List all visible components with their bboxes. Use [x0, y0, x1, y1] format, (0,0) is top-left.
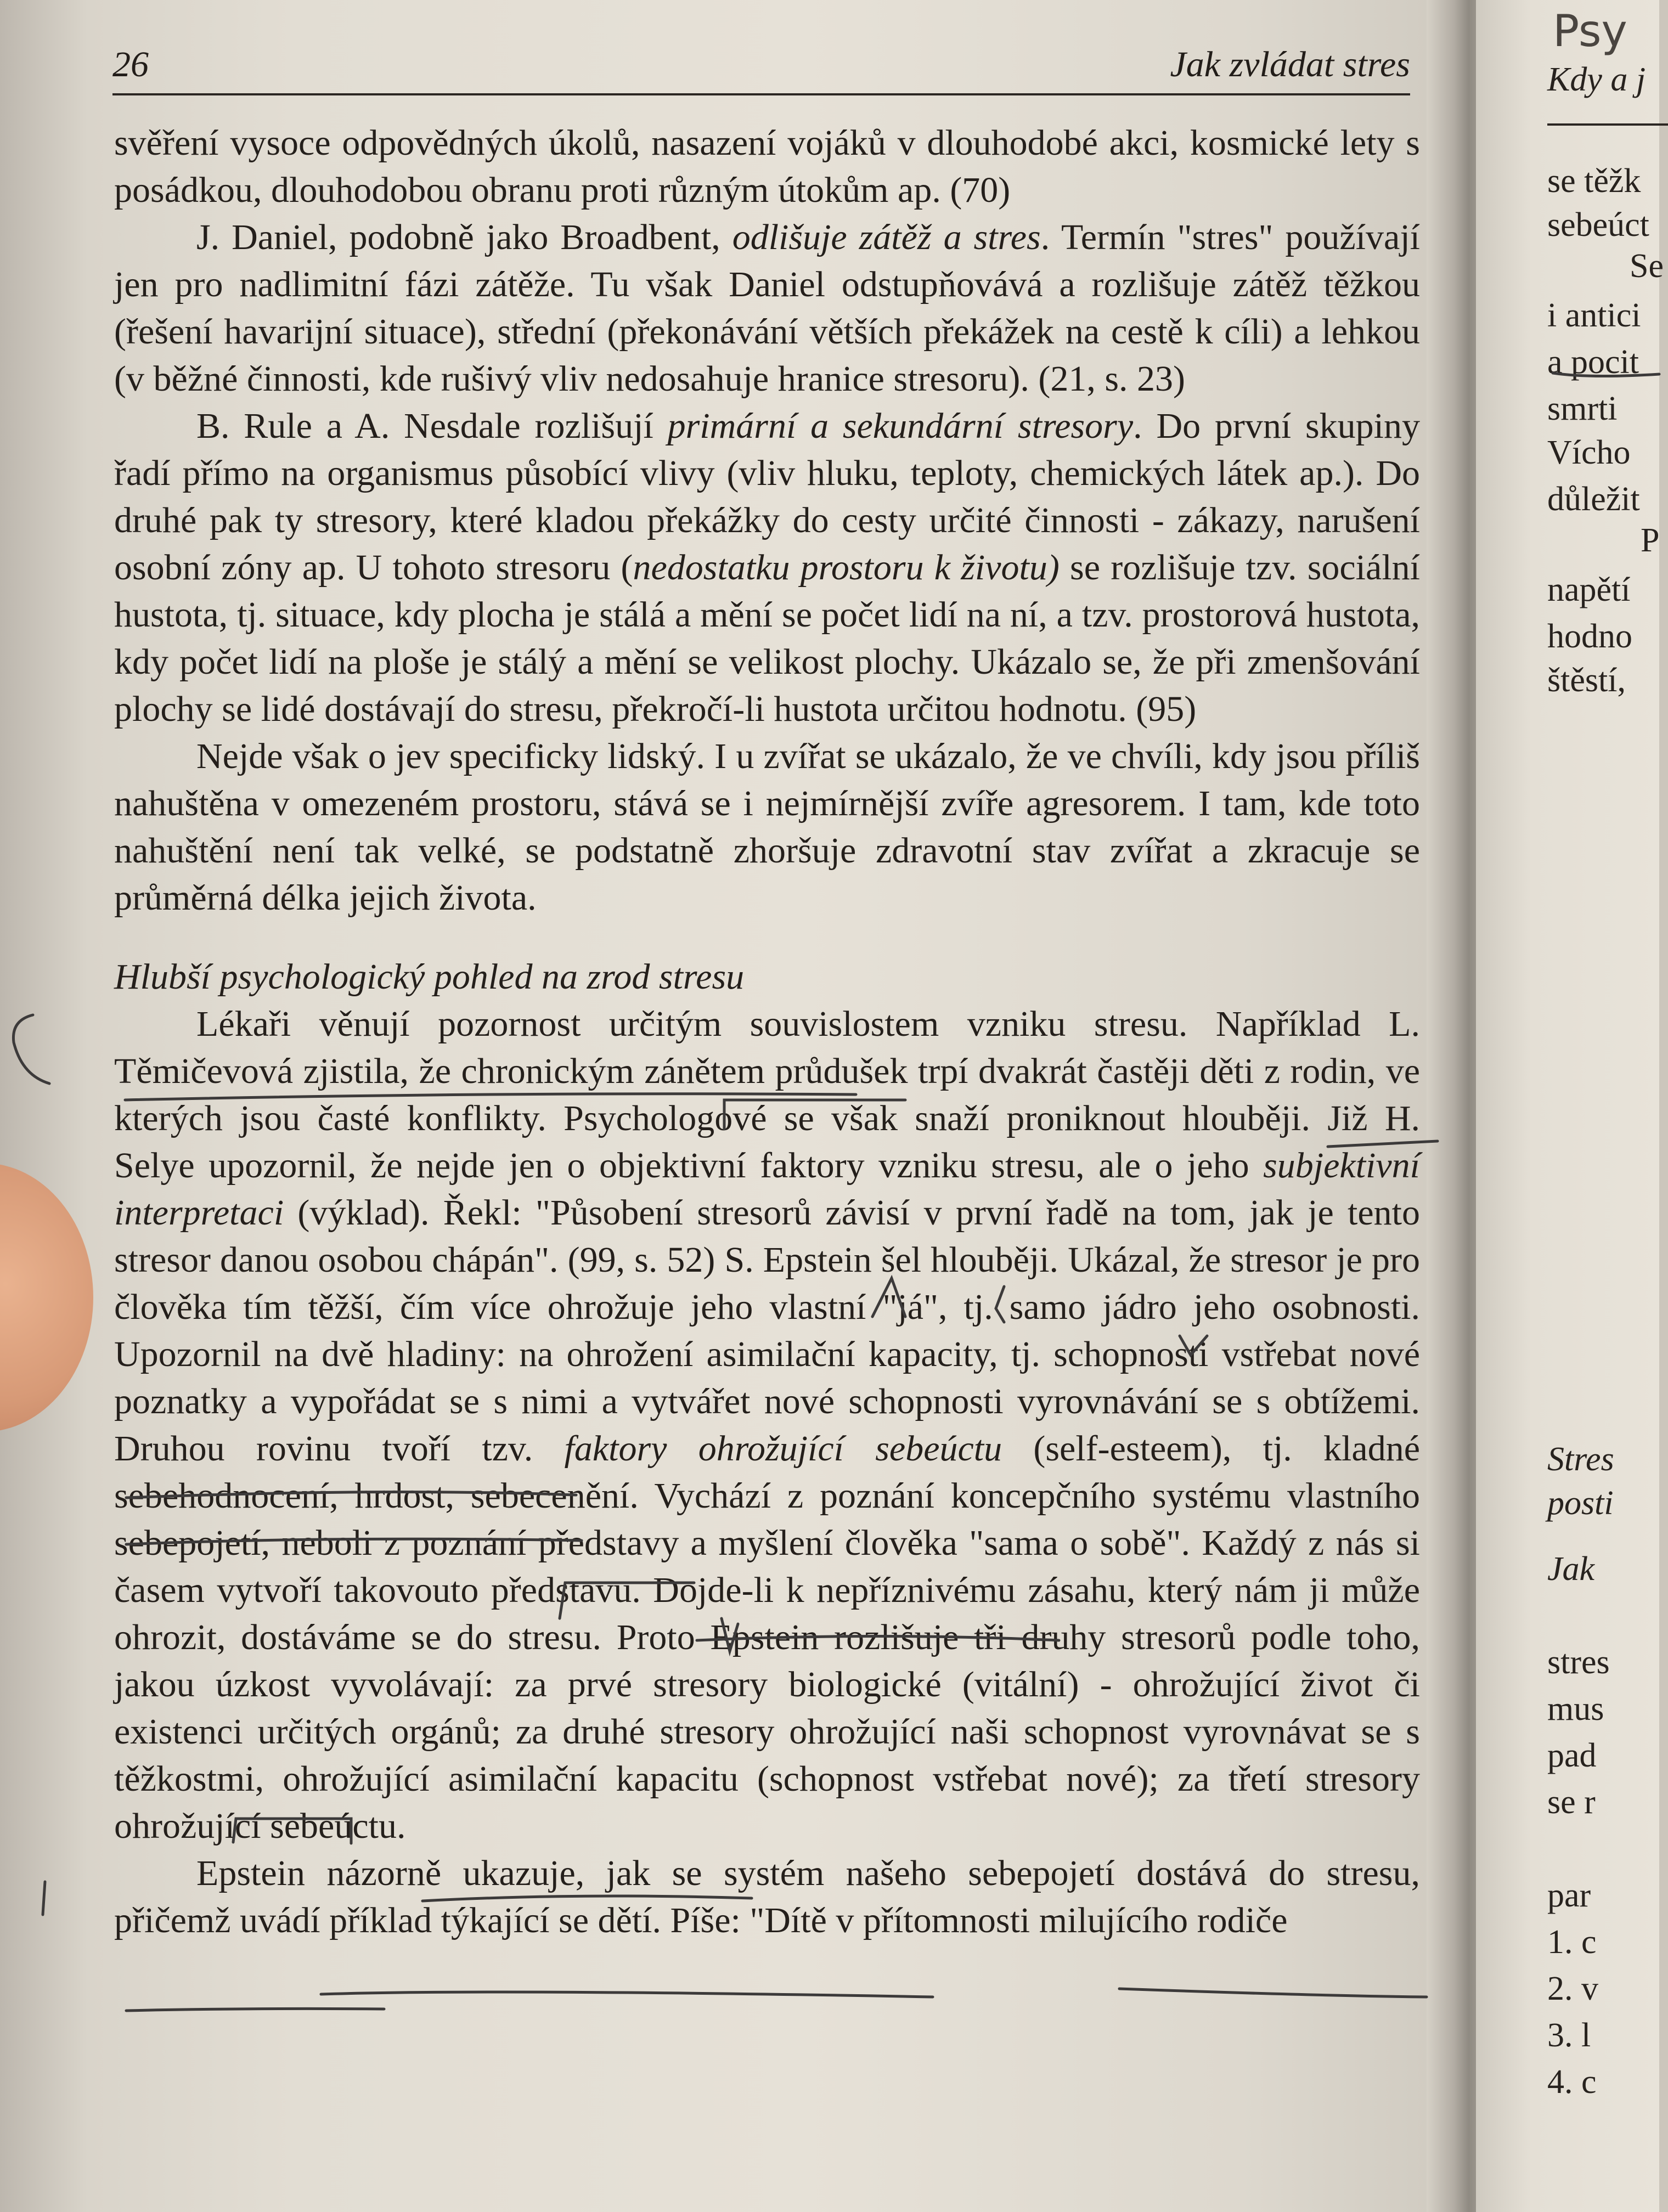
right-line: stres	[1547, 1644, 1610, 1681]
underline-mark	[1119, 1989, 1427, 1997]
right-line: hodno	[1547, 618, 1632, 655]
right-line: pad	[1547, 1737, 1597, 1774]
box-mark	[233, 1819, 351, 1843]
right-line: par	[1547, 1877, 1591, 1914]
text-run: . Termín "stres" používají jen pro nadlimitní fázi zátěže. Tu však Daniel odstupňovává a rozlišuje zátěž těžkou (řešení havarijní situace), střední (překonávání větších překážek na cestě k cíli) a lehkou (v běžné činnosti, kde rušivý vliv nedosahuje hranice stresoru). (21, s. 23)	[114, 217, 1421, 399]
bracket-mark	[560, 1583, 694, 1618]
bracket-mark	[872, 1278, 905, 1317]
text-run: J. Daniel, podobně jako Broadbent,	[196, 217, 732, 257]
paragraph: svěření vysoce odpovědných úkolů, nasazení vojáků v dlouhodobé akci, kosmické lety s posádkou, dlouhodobou obranu proti různým útokům ap. (70)	[114, 123, 1420, 210]
paragraph: Epstein názorně ukazuje, jak se systém našeho sebepojetí dostává do stresu, přičemž uvádí příklad týkající se dětí. Píše: "Dítě v přítomnosti milujícího rodiče	[114, 1853, 1420, 1940]
right-line: důležit	[1547, 481, 1640, 518]
margin-line	[1328, 1141, 1438, 1147]
text-run: B. Rule a A. Nesdale rozlišují	[196, 406, 668, 446]
text-run: . Do první skupiny řadí přímo na organismus působící vlivy (vliv hluku, teploty, chemických látek ap.). Do druhé pak ty stresory, které kladou překážky do cesty určité činnosti - zákazy, narušení osobní zóny ap. U tohoto stresoru (	[114, 406, 1421, 588]
text-run: (self-esteem), tj. kladné sebehodnocení, hrdost, sebecenění. Vychází z poznání koncepčního systému vlastního sebepojetí, neboli z poznání představy a myšlení člověka "sama o sobě". Každý z nás si časem vytvoří takovouto představu. Dojde-li k nepříznivému zásahu, který nám ji může ohrozit, dostáváme se do stresu. Proto Epstein rozlišuje tři druhy stresorů podle toho, jakou úzkost vyvolávají: za prvé stresory biologické (vitální) - ohrožující život či existenci určitých orgánů; za druhé stresory ohrožující naši schopnost vyrovnávat se s těžkostmi, ohrožující asimilační kapacitu (schopnost vstřebat nové); za třetí stresory ohrožující sebeúctu.	[114, 1429, 1420, 1846]
italic-run: nedostatku prostoru k životu)	[633, 548, 1060, 588]
right-line: Stres	[1547, 1441, 1614, 1478]
italic-run: faktory ohrožující sebeúctu	[564, 1429, 1002, 1469]
right-line: posti	[1547, 1485, 1614, 1522]
running-title: Jak zvládat stres	[1170, 44, 1410, 84]
right-line: 2. v	[1547, 1970, 1598, 2007]
margin-mark	[43, 1882, 45, 1915]
right-line: 4. c	[1547, 2063, 1597, 2101]
underline-mark	[126, 1539, 582, 1544]
right-line: mus	[1547, 1690, 1604, 1728]
right-line: i antici	[1547, 297, 1641, 334]
text-run: se rozlišuje tzv. sociální hustota, tj. situace, kdy plocha je stálá a mění se počet lidí na ní, a tzv. prostorová hustota, kdy počet lidí na ploše je stálý a mění se velikost plochy. Ukázalo se, že při zmenšování plochy se lidé dostávají do stresu, překročí-li hustota určitou hodnotu. (95)	[114, 548, 1420, 729]
handwritten-note: Psy	[1553, 5, 1627, 57]
margin-mark	[13, 1015, 49, 1084]
bracket-mark	[996, 1286, 1004, 1322]
italic-run: primární a sekundární stresory	[667, 406, 1134, 446]
right-line: štěstí,	[1547, 662, 1626, 699]
text-run: (výklad). Řekl: "Působení stresorů závisí v první řadě na tom, jak je tento stresor danou osobou chápán". (99, s. 52) S. Epstein šel hlouběji. Ukázal, že stresor je pro člověka tím těžší, čím více ohrožuje jeho vlastní "já", tj. samo jádro jeho osobnosti. Upozornil na dvě hladiny: na ohrožení asimilační kapacity, tj. schopnosti vstřebat nové poznatky a vypořádat se s nimi a vytvářet nové schopnosti vyrovnávání se s obtížemi. Druhou rovinu tvoří tzv.	[114, 1193, 1420, 1469]
right-line: smrti	[1547, 390, 1618, 427]
section-heading: Hlubší psychologický pohled na zrod stresu	[114, 957, 745, 997]
right-line: Jak	[1547, 1550, 1595, 1588]
right-line: a pocit	[1547, 343, 1639, 381]
right-page-header: Kdy a j	[1547, 61, 1646, 98]
right-line: Se	[1630, 247, 1664, 285]
text-run: Lékaři věnují pozornost určitým souvislostem vzniku stresu. Například L. Těmičevová zjistila, že chronickým zánětem průdušek trpí dvakrát častěji děti z rodin, ve kterých jsou časté konflikty. Psychologové se však snaží proniknout hlouběji. Již H. Selye upozornil, že nejde jen o objektivní faktory vzniku stresu, ale o jeho	[114, 1004, 1420, 1186]
right-line: Vícho	[1547, 434, 1631, 471]
right-line: se r	[1547, 1784, 1596, 1821]
page-number: 26	[112, 44, 149, 84]
italic-run: subjektivní interpretaci	[114, 1146, 1420, 1233]
underline-mark	[697, 1637, 1059, 1641]
bracket-mark	[1180, 1336, 1207, 1355]
underline-mark	[126, 2008, 384, 2011]
right-line: 1. c	[1547, 1923, 1597, 1961]
right-line: sebeúct	[1547, 206, 1649, 244]
italic-run: odlišuje zátěž a stres	[732, 217, 1041, 257]
right-line: se těžk	[1547, 162, 1641, 200]
underline-mark	[321, 1992, 933, 1997]
bracket-mark	[724, 1100, 905, 1129]
right-line: napětí	[1547, 571, 1631, 608]
right-line: 3. l	[1547, 2017, 1591, 2054]
bracket-mark	[722, 1618, 738, 1651]
underline-mark	[422, 1896, 752, 1901]
paragraph: Nejde však o jev specificky lidský. I u zvířat se ukázalo, že ve chvíli, kdy jsou příliš nahuštěna v omezeném prostoru, stává se i nejmírnější zvíře agresorem. I tam, kde toto nahuštění není tak velké, se podstatně zhoršuje zdravotní stav zvířat a zkracuje se průměrná délka jejich života.	[114, 736, 1420, 918]
underline-mark	[126, 1492, 576, 1498]
margin-line	[1553, 373, 1659, 376]
right-line: P	[1641, 522, 1660, 559]
